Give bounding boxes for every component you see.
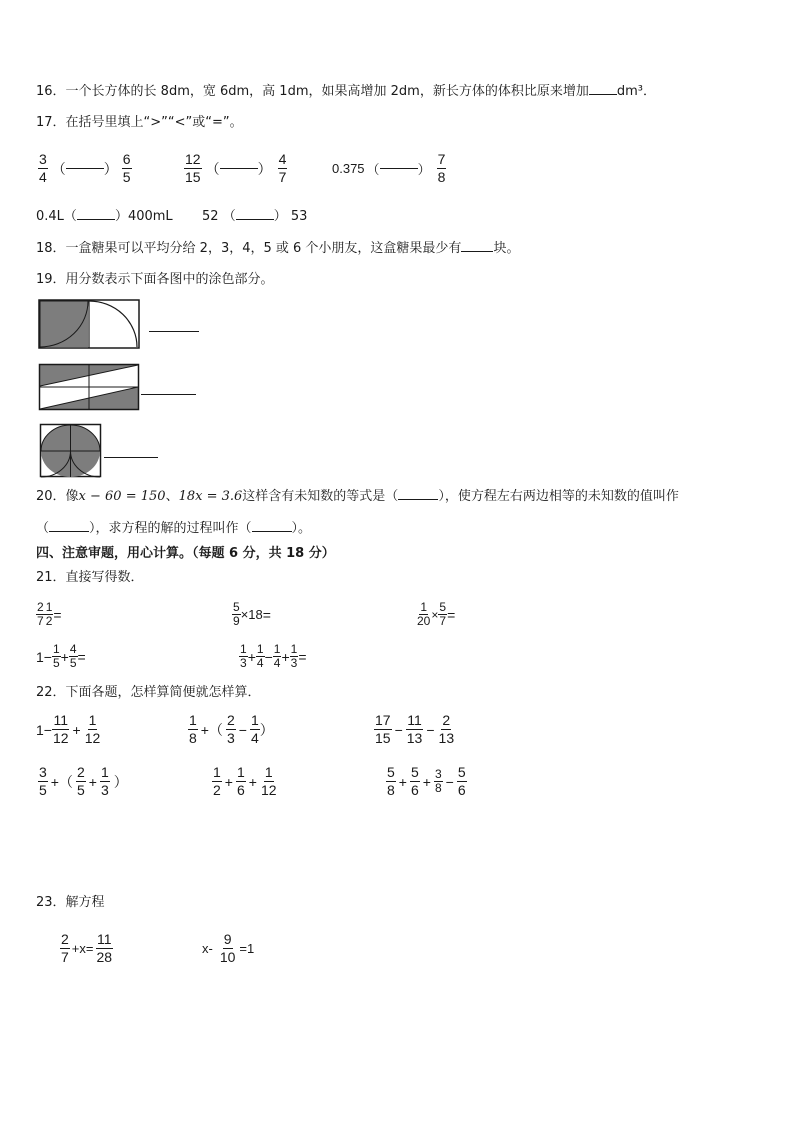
q20-blank-3[interactable] (252, 531, 292, 532)
q21-expr-1: $\frac{2}{7}$ $\frac{1}{2}$ = (37, 600, 62, 628)
fraction: $\frac{4}{5}$ (69, 642, 77, 670)
q21-expr-2: $\frac{5}{9}$ ×18 = (233, 600, 271, 628)
q16-unit: dm³． (616, 84, 656, 99)
q20-equation-1: x − 60 = 150 (78, 489, 166, 504)
q20-blank-2[interactable] (49, 531, 89, 532)
q17-compare-3: 0.375 （ ） $\frac{7}{8}$ (332, 151, 446, 185)
fraction: $\frac{11}{28}$ (96, 931, 113, 965)
q18-unit: 块。 (493, 241, 520, 256)
q22-problem-1: 1− $\frac{11}{12}$ + $\frac{1}{12}$ (36, 712, 101, 746)
fraction: $\frac{5}{9}$ (233, 600, 240, 628)
q21-text: 21．直接写得数． (36, 570, 144, 585)
q21-expr-3: $\frac{1}{20}$ × $\frac{5}{7}$ = (417, 600, 456, 628)
figure-1-answer-line[interactable] (149, 331, 199, 332)
q22-problem-3: $\frac{17}{15}$ − $\frac{11}{13}$ − $\frac{2}{13}$ (375, 712, 455, 746)
fraction: $\frac{3}{5}$ (39, 764, 47, 798)
fraction: $\frac{7}{8}$ (437, 151, 446, 185)
fraction: $\frac{3}{4}$ (39, 151, 47, 185)
q22-text: 22．下面各题，怎样算简便就怎样算． (36, 685, 261, 700)
fraction: $\frac{5}{6}$ (457, 764, 466, 798)
fraction: $\frac{1}{8}$ (189, 712, 197, 746)
q17-compare-1: $\frac{3}{4}$ （ ） $\frac{6}{5}$ (39, 151, 131, 185)
q20-line-1: 20．像x − 60 = 150、18x = 3.6这样含有未知数的等式是（ ），使方程左右两边相等的未知数的值叫作 (36, 489, 679, 504)
fraction: $\frac{2}{13}$ (438, 712, 455, 746)
figure-2-answer-line[interactable] (141, 394, 196, 395)
figure-1-quarter-right (89, 301, 137, 347)
figure-1-quarter-circles (39, 300, 149, 350)
q16-text: 16．一个长方体的长 8dm，宽 6dm，高 1dm，如果高增加 2dm，新长方体的体积比原来增加 (36, 84, 589, 99)
q23-text: 23．解方程 (36, 895, 105, 910)
fraction: $\frac{5}{6}$ (410, 764, 419, 798)
fraction: $\frac{1}{3}$ (290, 642, 298, 670)
fraction: $\frac{2}{7}$ (37, 600, 44, 628)
q20-equation-2: 18x = 3.6 (178, 489, 243, 504)
q23-equation-2: x- $\frac{9}{10}$ =1 (202, 931, 255, 965)
fraction: $\frac{1}{4}$ (273, 642, 281, 670)
q18-answer-blank[interactable] (461, 251, 493, 252)
fraction: $\frac{17}{15}$ (375, 712, 391, 746)
q21-expr-4: 1− $\frac{1}{5}$ + $\frac{4}{5}$ = (36, 642, 86, 670)
q23-equation-1: $\frac{2}{7}$ +x= $\frac{11}{28}$ (61, 931, 113, 965)
fraction: $\frac{6}{5}$ (122, 151, 131, 185)
q18-text: 18．一盒糖果可以平均分给 2，3，4，5 或 6 个小朋友，这盒糖果最少有 (36, 241, 462, 256)
q19-text: 19．用分数表示下面各图中的涂色部分。 (36, 272, 274, 287)
q20-blank-1[interactable] (398, 499, 438, 500)
q16-line (36, 82, 656, 102)
q17-text: 17．在括号里填上“>”“<”或“=”。 (36, 115, 243, 130)
figure-3-semicircle (40, 424, 102, 478)
q17-compare-4: 0.4L（ ）400mL (36, 209, 173, 224)
fraction: $\frac{1}{20}$ (417, 600, 431, 628)
fraction: $\frac{1}{2}$ (213, 764, 221, 798)
fraction: $\frac{11}{12}$ (52, 712, 69, 746)
q22-problem-2: $\frac{1}{8}$ +（ $\frac{2}{3}$ − $\frac{1}{4}$ ） (189, 712, 274, 746)
fraction: $\frac{1}{5}$ (52, 642, 60, 670)
q17-blank-1[interactable] (66, 168, 104, 169)
q17-compare-5: 52 （ ） 53 (202, 209, 308, 224)
q17-blank-2[interactable] (220, 168, 258, 169)
fraction: $\frac{1}{3}$ (240, 642, 247, 670)
fraction: $\frac{1}{4}$ (256, 642, 264, 670)
q22-problem-5: $\frac{1}{2}$ + $\frac{1}{6}$ + $\frac{1}{12}$ (213, 764, 277, 798)
q22-problem-6: $\frac{5}{8}$ + $\frac{5}{6}$ + $\frac{3}{8}$ − $\frac{5}{6}$ (387, 764, 466, 798)
q20-line-2: （ ），求方程的解的过程叫作（ ）。 (36, 521, 312, 536)
fraction: $\frac{1}{12}$ (260, 764, 277, 798)
fraction: $\frac{9}{10}$ (219, 931, 236, 965)
fraction: $\frac{3}{8}$ (434, 767, 442, 795)
fraction: $\frac{2}{7}$ (61, 931, 69, 965)
q17-blank-4[interactable] (77, 219, 115, 220)
fraction: $\frac{2}{3}$ (226, 712, 235, 746)
figure-3-answer-line[interactable] (104, 457, 158, 458)
q17-blank-3[interactable] (380, 168, 418, 169)
fraction: $\frac{4}{7}$ (278, 151, 287, 185)
section-4-title: 四、注意审题，用心计算。（每题 6 分，共 18 分） (36, 546, 335, 561)
fraction: $\frac{1}{3}$ (100, 764, 109, 798)
fraction: $\frac{5}{8}$ (387, 764, 395, 798)
fraction: $\frac{1}{6}$ (236, 764, 245, 798)
q17-blank-5[interactable] (236, 219, 274, 220)
q16-answer-blank[interactable] (589, 94, 617, 95)
fraction: $\frac{1}{2}$ (45, 600, 53, 628)
figure-2-triangles (39, 364, 141, 412)
fraction: $\frac{5}{7}$ (439, 600, 447, 628)
fraction: $\frac{12}{15}$ (185, 151, 201, 185)
q21-expr-5: $\frac{1}{3}$ + $\frac{1}{4}$ − $\frac{1}{4}$ + $\frac{1}{3}$ = (240, 642, 307, 670)
fraction: $\frac{11}{13}$ (406, 712, 423, 746)
q17-compare-2: $\frac{12}{15}$ （ ） $\frac{4}{7}$ (185, 151, 287, 185)
q22-problem-4: $\frac{3}{5}$ +（ $\frac{2}{5}$ + $\frac{1}{3}$ ） (39, 764, 128, 798)
fraction: $\frac{2}{5}$ (76, 764, 85, 798)
q18-line (36, 239, 519, 259)
fraction: $\frac{1}{4}$ (250, 712, 259, 746)
fraction: $\frac{1}{12}$ (84, 712, 101, 746)
